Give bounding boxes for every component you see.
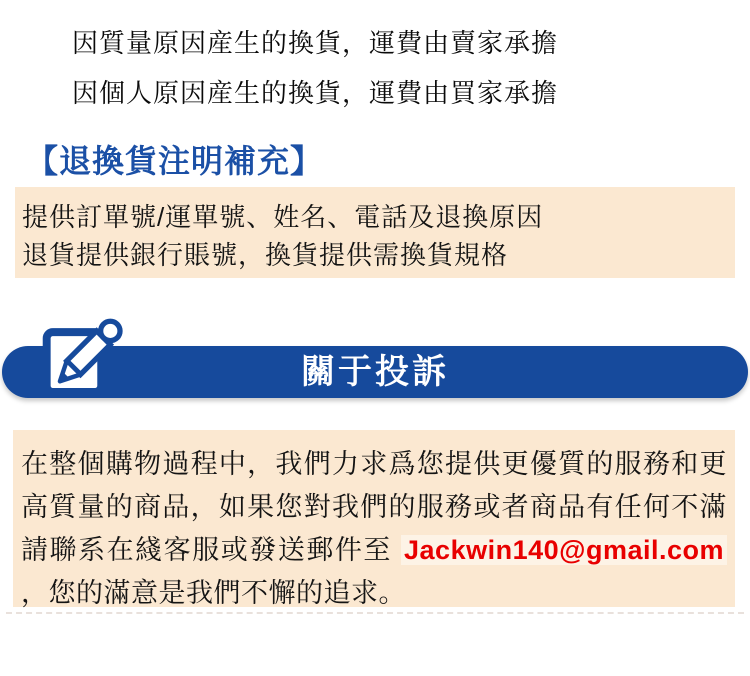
support-email-link[interactable]: Jackwin140@gmail.com	[401, 535, 727, 565]
shipping-policy-line-personal: 因個人原因産生的換貨，運費由買家承擔	[72, 78, 559, 108]
complaint-panel	[13, 430, 735, 607]
return-note-line-bank-info: 退貨提供銀行賬號，換貨提供需換貨規格	[22, 240, 509, 270]
complaint-banner-title: 關于投訴	[301, 353, 449, 391]
pencil-note-icon	[37, 308, 125, 402]
complaint-paragraph	[21, 443, 727, 615]
shipping-policy-line-quality: 因質量原因産生的換貨，運費由賣家承擔	[72, 28, 559, 58]
return-note-heading: 【退換貨注明補充】	[26, 143, 324, 179]
complaint-text-before-email: 在整個購物過程中，我們力求爲您提供更優質的服務和更高質量的商品，如果您對我們的服務或者商品有任何不滿請聯系在綫客服或發送郵件至	[21, 449, 727, 565]
return-note-line-order-info: 提供訂單號/運單號、姓名、電話及退換原因	[22, 202, 544, 232]
complaint-text-after-email: ，您的滿意是我們不懈的追求。	[21, 578, 406, 608]
return-note-panel	[15, 187, 735, 278]
dashed-separator	[6, 612, 744, 614]
